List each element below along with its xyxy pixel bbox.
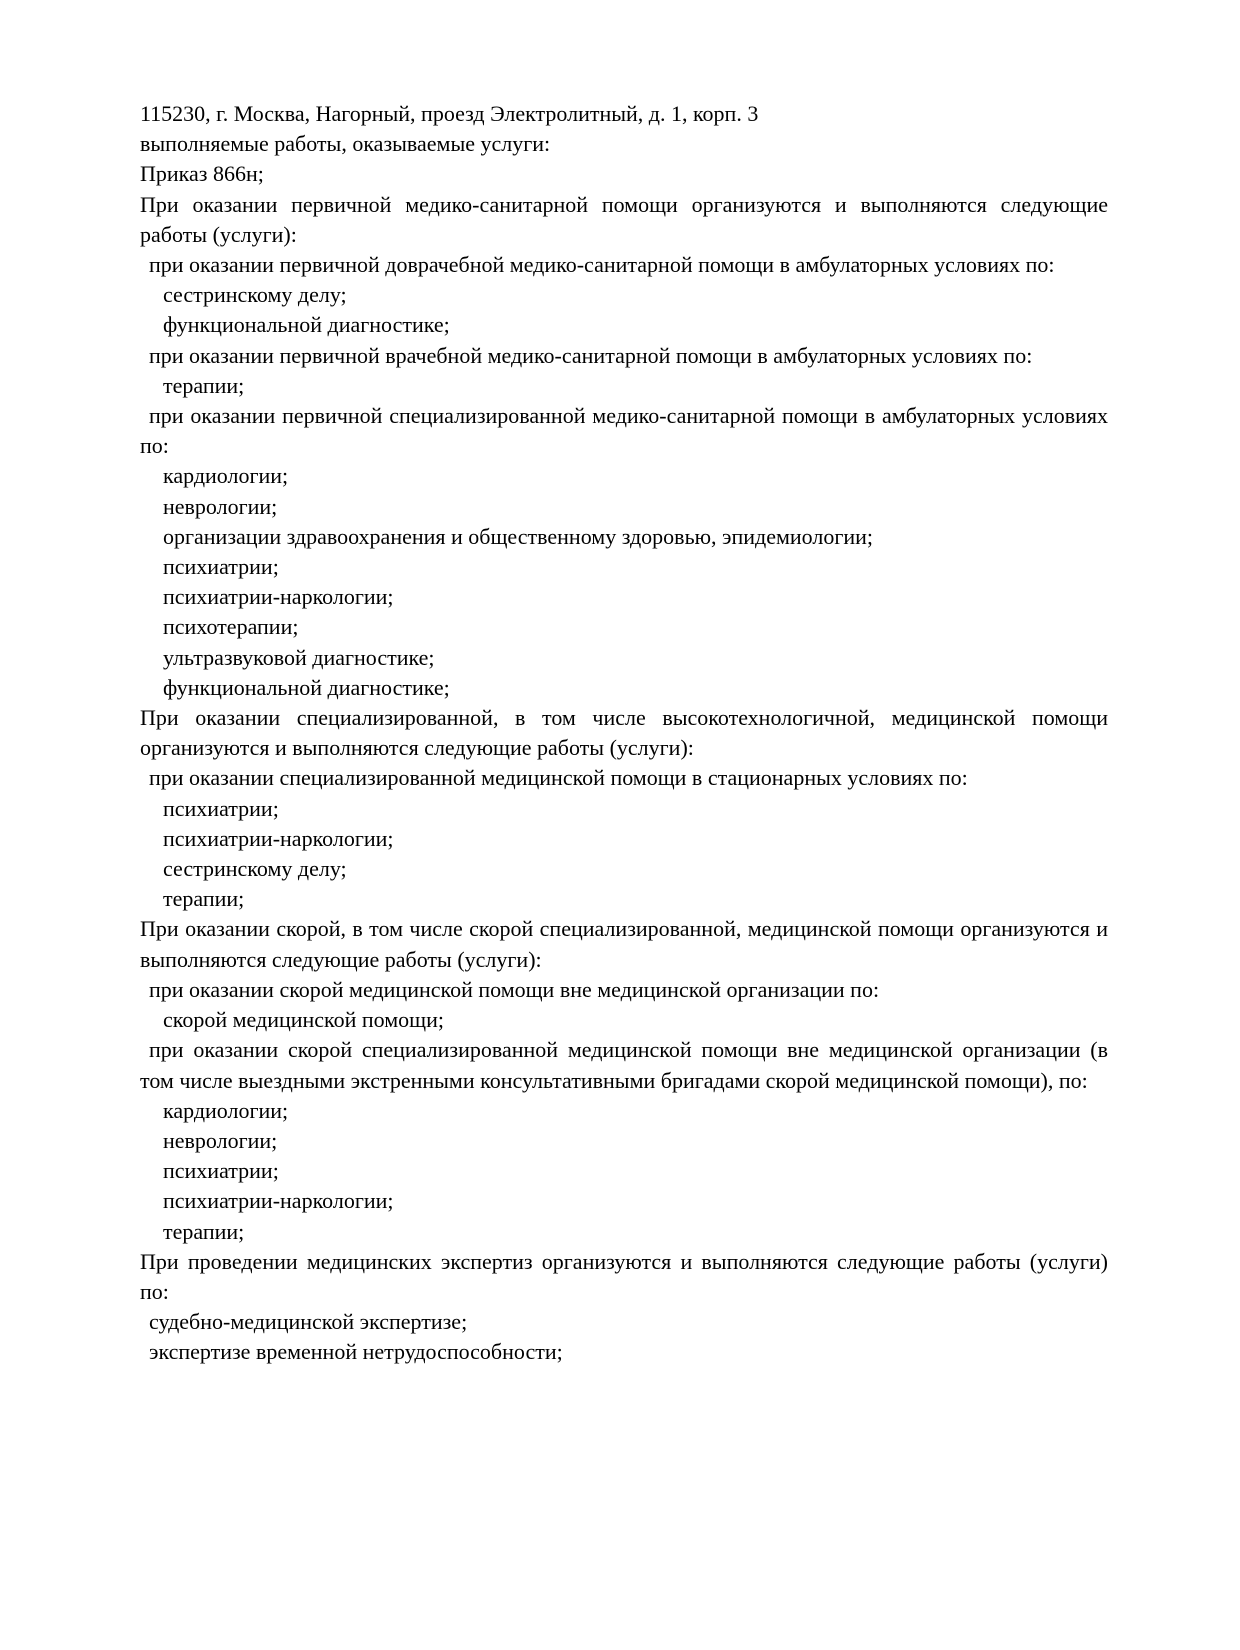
document-line: функциональной диагностике; [163, 312, 450, 338]
document-line: функциональной диагностике; [163, 674, 450, 700]
document-line: терапии; [163, 886, 245, 912]
document-line: Приказ 866н; [140, 161, 264, 187]
document-line: судебно-медицинской экспертизе; [149, 1309, 468, 1335]
document-line: При проведении медицинских экспертиз организуются и выполняются следующие работы (услуги) по: [140, 1248, 1108, 1304]
document-line: При оказании первичной медико-санитарной помощи организуются и выполняются следующие работы (услуги): [140, 191, 1108, 247]
document-line: терапии; [163, 372, 245, 398]
document-line: при оказании скорой специализированной медицинской помощи вне медицинской организации (в том числе выездными экстренными консультативными бригадами скорой медицинской помощи), по: [140, 1037, 1108, 1093]
document-line: психиатрии; [163, 795, 279, 821]
document-line: при оказании специализированной медицинской помощи в стационарных условиях по: [149, 765, 968, 791]
document-line: психиатрии-наркологии; [163, 584, 394, 610]
document-line: 115230, г. Москва, Нагорный, проезд Электролитный, д. 1, корп. 3 [140, 101, 759, 126]
document-line: психиатрии-наркологии; [163, 825, 394, 851]
document-line: психотерапии; [163, 614, 299, 640]
document-line: кардиологии; [163, 1097, 289, 1123]
document-line: ультразвуковой диагностике; [163, 644, 435, 670]
document-line: при оказании первичной специализированной медико-санитарной помощи в амбулаторных условиях по: [140, 403, 1108, 459]
document-line: психиатрии; [163, 554, 279, 580]
document-line: скорой медицинской помощи; [163, 1007, 445, 1033]
document-line: экспертизе временной нетрудоспособности; [149, 1339, 563, 1365]
document-line: при оказании скорой медицинской помощи вне медицинской организации по: [149, 976, 880, 1002]
document-line: неврологии; [163, 493, 278, 519]
document-line: психиатрии; [163, 1158, 279, 1184]
document-line: неврологии; [163, 1127, 278, 1153]
document-line: выполняемые работы, оказываемые услуги: [140, 131, 551, 157]
document-line: При оказании скорой, в том числе скорой специализированной, медицинской помощи организуются и выполняются следующие работы (услуги): [140, 916, 1108, 972]
document-line: организации здравоохранения и общественному здоровью, эпидемиологии; [163, 523, 874, 549]
document-line: сестринскому делу; [163, 856, 347, 882]
document-line: терапии; [163, 1218, 245, 1244]
document-line: При оказании специализированной, в том числе высокотехнологичной, медицинской помощи организуются и выполняются следующие работы (услуги): [140, 705, 1108, 761]
document-text-block [140, 99, 1108, 1368]
document-line: сестринскому делу; [163, 282, 347, 308]
document-line: при оказании первичной доврачебной медико-санитарной помощи в амбулаторных условиях по: [149, 252, 1055, 278]
document-line: при оказании первичной врачебной медико-санитарной помощи в амбулаторных условиях по: [149, 342, 1033, 368]
document-line: кардиологии; [163, 463, 289, 489]
document-line: психиатрии-наркологии; [163, 1188, 394, 1214]
